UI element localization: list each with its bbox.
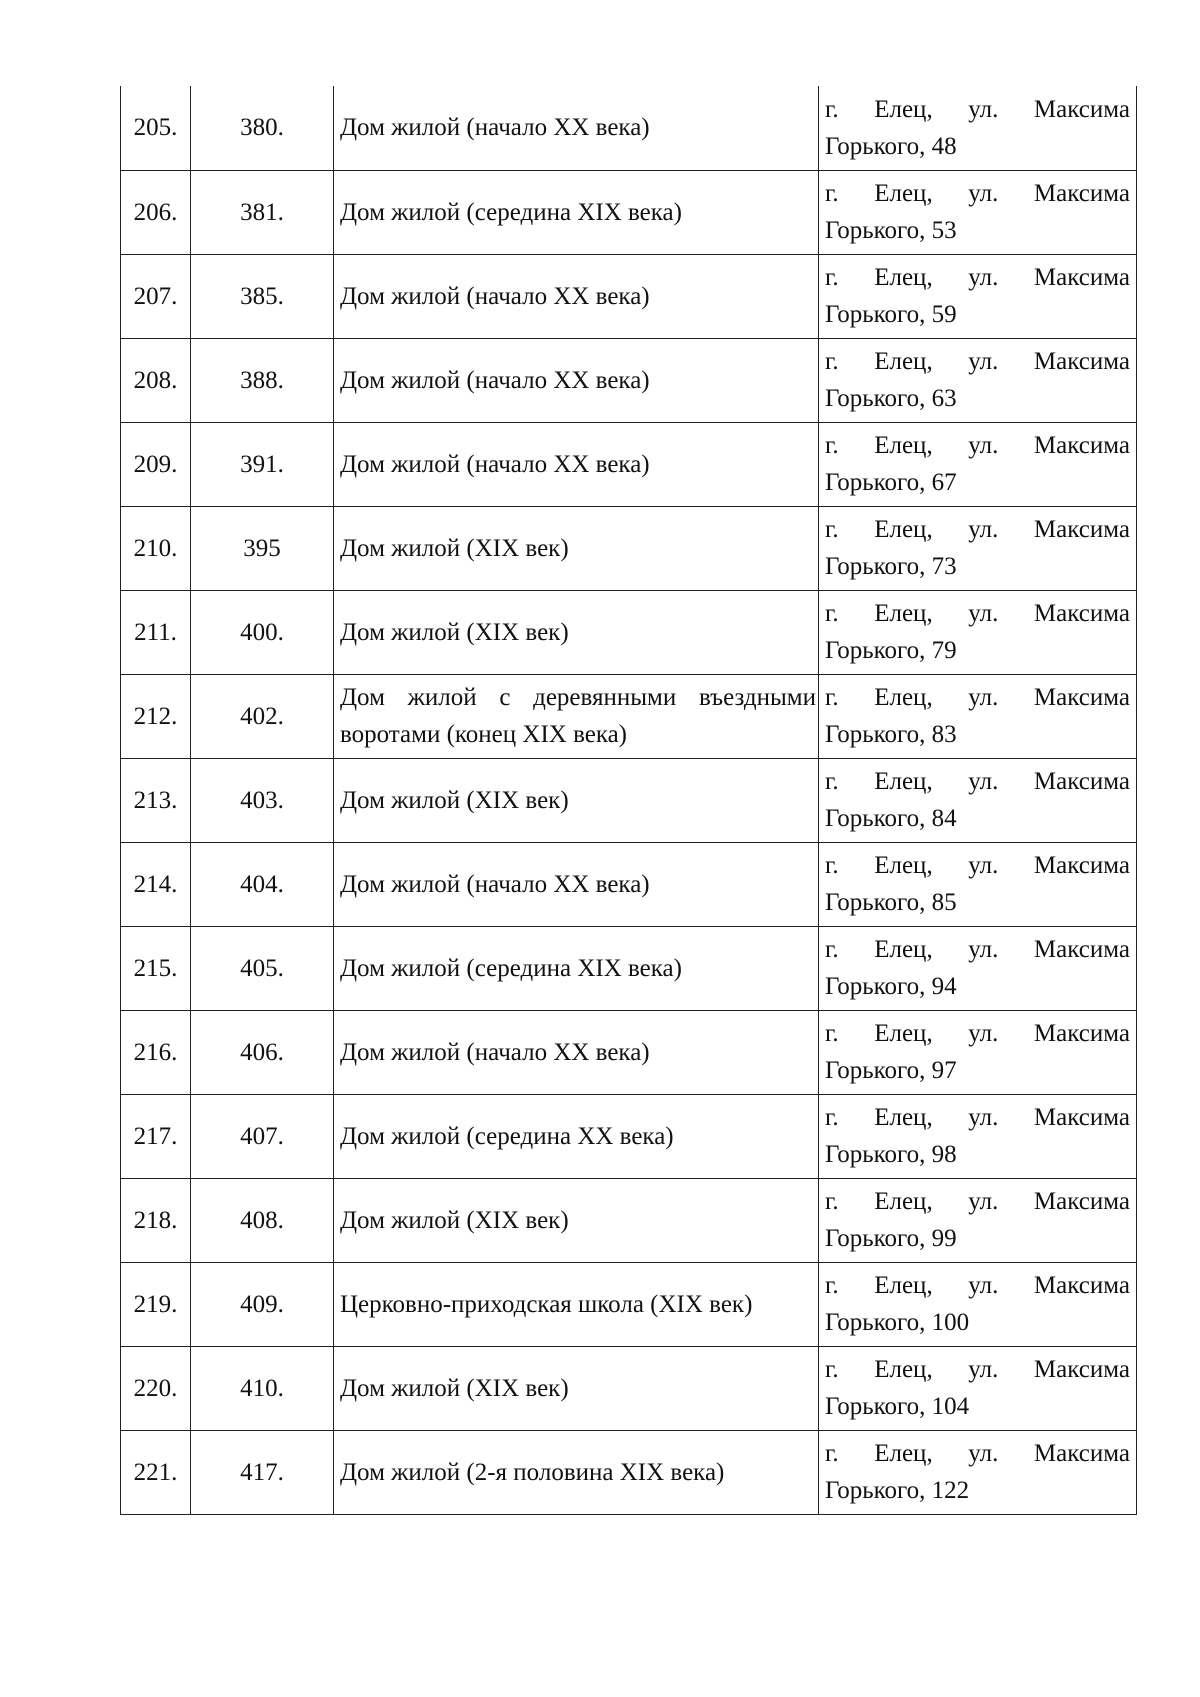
registry-number-cell: [191, 1346, 334, 1430]
address-cell: [819, 1346, 1137, 1430]
object-name-cell: [334, 758, 819, 842]
row-number-cell: [121, 590, 191, 674]
row-number: 212.: [133, 702, 178, 730]
object-name: Дом жилой (XIX век): [340, 618, 569, 646]
address-line-1: [825, 259, 1130, 296]
address-word: Максима: [1033, 1356, 1130, 1383]
registry-number: 395: [243, 534, 281, 562]
row-number: 205.: [133, 114, 178, 142]
row-number-cell: [121, 86, 191, 170]
table-row: [121, 590, 1137, 674]
address-word: Елец,: [874, 1272, 933, 1299]
address-word: Елец,: [874, 1440, 933, 1467]
row-number-cell: [121, 506, 191, 590]
row-number-cell: [121, 1010, 191, 1094]
registry-number: 407.: [240, 1122, 284, 1150]
address-line-2: Горького, 79: [825, 637, 957, 664]
row-number-cell: [121, 1094, 191, 1178]
address-line-2: Горького, 99: [825, 1225, 957, 1252]
address-word: Елец,: [874, 432, 933, 459]
address-line-2: Горького, 97: [825, 1057, 957, 1084]
object-name-cell: [334, 842, 819, 926]
address-cell: [819, 1094, 1137, 1178]
address-word: Елец,: [874, 1104, 933, 1131]
row-number-cell: [121, 1262, 191, 1346]
address-line-2: Горького, 59: [825, 301, 957, 328]
object-name: Дом жилой (начало XX века): [340, 1038, 650, 1066]
address-word: ул.: [968, 1440, 999, 1467]
table-row: [121, 758, 1137, 842]
address-word: ул.: [968, 432, 999, 459]
address-word: Максима: [1033, 1188, 1130, 1215]
row-number-cell: [121, 254, 191, 338]
address-word: Максима: [1033, 768, 1130, 795]
address-word: г.: [825, 1020, 839, 1047]
address-word: Максима: [1033, 852, 1130, 879]
address-line-1: [825, 931, 1130, 968]
address-word: г.: [825, 180, 839, 207]
registry-number: 385.: [240, 282, 284, 310]
row-number-cell: [121, 674, 191, 758]
address-word: Елец,: [874, 852, 933, 879]
address-word: Елец,: [874, 1188, 933, 1215]
row-number: 217.: [133, 1122, 178, 1150]
object-name: Дом жилой (начало XX века): [340, 114, 650, 142]
address-line-1: [825, 427, 1130, 464]
registry-number-cell: [191, 506, 334, 590]
object-name-cell: [334, 170, 819, 254]
table-row: [121, 1010, 1137, 1094]
address-word: ул.: [968, 348, 999, 375]
address-word: Максима: [1033, 264, 1130, 291]
table-row: [121, 170, 1137, 254]
row-number: 206.: [133, 198, 178, 226]
object-name-cell: [334, 1010, 819, 1094]
address-word: г.: [825, 1356, 839, 1383]
address-word: ул.: [968, 684, 999, 711]
table-row: [121, 254, 1137, 338]
registry-number-cell: [191, 1178, 334, 1262]
row-number-cell: [121, 1346, 191, 1430]
address-line-2: Горького, 73: [825, 553, 957, 580]
object-name: Дом жилой (XIX век): [340, 534, 569, 562]
address-line-2: Горького, 84: [825, 805, 957, 832]
registry-number: 381.: [240, 198, 284, 226]
registry-number-cell: [191, 1262, 334, 1346]
address-word: Елец,: [874, 516, 933, 543]
object-name: Дом жилой (XIX век): [340, 1206, 569, 1234]
address-line-1: [825, 175, 1130, 212]
object-name-cell: [334, 1262, 819, 1346]
table-body: [121, 86, 1137, 1514]
row-number: 213.: [133, 786, 178, 814]
address-cell: [819, 338, 1137, 422]
address-word: г.: [825, 936, 839, 963]
address-line-2: Горького, 85: [825, 889, 957, 916]
registry-number-cell: [191, 842, 334, 926]
address-word: ул.: [968, 516, 999, 543]
registry-number-cell: [191, 1094, 334, 1178]
address-line-2: Горького, 48: [825, 132, 957, 160]
address-word: ул.: [968, 936, 999, 963]
address-line-1: [825, 679, 1130, 716]
table-row: [121, 338, 1137, 422]
address-cell: [819, 590, 1137, 674]
registry-number-cell: [191, 170, 334, 254]
table-row: [121, 1094, 1137, 1178]
registry-number-cell: [191, 1010, 334, 1094]
address-word: Елец,: [874, 1020, 933, 1047]
address-word: Максима: [1033, 95, 1130, 123]
row-number: 221.: [133, 1458, 178, 1486]
address-word: г.: [825, 768, 839, 795]
row-number-cell: [121, 422, 191, 506]
address-line-2: Горького, 67: [825, 469, 957, 496]
object-name: Дом жилой с деревянными въездными воротами (конец XIX века): [340, 684, 816, 748]
row-number: 216.: [133, 1038, 178, 1066]
address-cell: [819, 842, 1137, 926]
address-line-2: Горького, 122: [825, 1477, 970, 1504]
object-name: Дом жилой (XIX век): [340, 786, 569, 814]
table-row: [121, 674, 1137, 758]
address-word: г.: [825, 852, 839, 879]
address-line-1: [825, 1435, 1130, 1472]
address-line-2: Горького, 98: [825, 1141, 957, 1168]
address-word: Максима: [1033, 600, 1130, 627]
table-row: [121, 506, 1137, 590]
address-word: ул.: [968, 1272, 999, 1299]
row-number: 219.: [133, 1290, 178, 1318]
registry-number-cell: [191, 926, 334, 1010]
address-line-2: Горького, 83: [825, 721, 957, 748]
address-word: Елец,: [874, 1356, 933, 1383]
row-number-cell: [121, 1178, 191, 1262]
address-word: г.: [825, 1188, 839, 1215]
address-line-1: [825, 847, 1130, 884]
row-number: 218.: [133, 1206, 178, 1234]
registry-number: 380.: [240, 114, 284, 142]
object-name: Дом жилой (середина XIX века): [340, 954, 682, 982]
registry-number-cell: [191, 86, 334, 170]
address-word: Максима: [1033, 432, 1130, 459]
address-word: г.: [825, 1272, 839, 1299]
address-line-1: [825, 763, 1130, 800]
address-cell: [819, 674, 1137, 758]
address-word: Максима: [1033, 1020, 1130, 1047]
object-name-cell: [334, 1094, 819, 1178]
object-name: Церковно-приходская школа (XIX век): [340, 1290, 753, 1318]
object-name-cell: [334, 1178, 819, 1262]
address-word: ул.: [968, 264, 999, 291]
address-word: г.: [825, 95, 839, 123]
registry-number-cell: [191, 674, 334, 758]
address-word: г.: [825, 432, 839, 459]
object-name: Дом жилой (середина XX века): [340, 1122, 674, 1150]
object-name-cell: [334, 254, 819, 338]
address-cell: [819, 422, 1137, 506]
address-word: г.: [825, 348, 839, 375]
row-number-cell: [121, 338, 191, 422]
address-cell: [819, 86, 1137, 170]
row-number: 209.: [133, 450, 178, 478]
address-word: г.: [825, 684, 839, 711]
registry-number: 408.: [240, 1206, 284, 1234]
row-number-cell: [121, 758, 191, 842]
address-word: ул.: [968, 1020, 999, 1047]
address-line-1: [825, 343, 1130, 380]
table-row: [121, 86, 1137, 170]
object-name-cell: [334, 590, 819, 674]
object-name-cell: [334, 1346, 819, 1430]
object-name-cell: [334, 422, 819, 506]
registry-number: 409.: [240, 1290, 284, 1318]
registry-number: 388.: [240, 366, 284, 394]
object-name: Дом жилой (начало XX века): [340, 282, 650, 310]
address-word: Максима: [1033, 1104, 1130, 1131]
address-word: Максима: [1033, 936, 1130, 963]
object-name: Дом жилой (2-я половина XIX века): [340, 1458, 725, 1486]
row-number-cell: [121, 170, 191, 254]
registry-number: 410.: [240, 1374, 284, 1402]
registry-number: 391.: [240, 450, 284, 478]
registry-number-cell: [191, 422, 334, 506]
registry-number: 403.: [240, 786, 284, 814]
address-word: г.: [825, 1440, 839, 1467]
address-word: Елец,: [874, 684, 933, 711]
address-word: ул.: [968, 95, 999, 123]
object-name-cell: [334, 86, 819, 170]
row-number-cell: [121, 842, 191, 926]
address-word: ул.: [968, 1104, 999, 1131]
address-word: Максима: [1033, 684, 1130, 711]
address-word: ул.: [968, 1188, 999, 1215]
address-word: Елец,: [874, 936, 933, 963]
address-line-1: [825, 91, 1130, 128]
object-name-cell: [334, 338, 819, 422]
address-line-1: [825, 1183, 1130, 1220]
object-name-cell: [334, 674, 819, 758]
object-name: Дом жилой (начало XX века): [340, 450, 650, 478]
address-line-1: [825, 1267, 1130, 1304]
registry-number-cell: [191, 254, 334, 338]
address-word: Елец,: [874, 600, 933, 627]
object-name: Дом жилой (середина XIX века): [340, 198, 682, 226]
address-word: Максима: [1033, 180, 1130, 207]
address-word: ул.: [968, 180, 999, 207]
address-line-2: Горького, 104: [825, 1393, 970, 1420]
address-word: г.: [825, 264, 839, 291]
address-word: ул.: [968, 1356, 999, 1383]
address-word: Максима: [1033, 348, 1130, 375]
table-row: [121, 842, 1137, 926]
object-name: Дом жилой (начало XX века): [340, 870, 650, 898]
address-line-2: Горького, 94: [825, 973, 957, 1000]
address-word: г.: [825, 600, 839, 627]
address-word: ул.: [968, 768, 999, 795]
registry-number-cell: [191, 338, 334, 422]
address-word: Елец,: [874, 348, 933, 375]
address-cell: [819, 254, 1137, 338]
address-cell: [819, 170, 1137, 254]
object-name: Дом жилой (начало XX века): [340, 366, 650, 394]
address-cell: [819, 1178, 1137, 1262]
registry-number-cell: [191, 758, 334, 842]
address-line-2: Горького, 63: [825, 385, 957, 412]
address-cell: [819, 506, 1137, 590]
registry-number-cell: [191, 590, 334, 674]
row-number: 211.: [134, 618, 177, 646]
object-name-cell: [334, 1430, 819, 1514]
address-word: г.: [825, 1104, 839, 1131]
address-line-1: [825, 595, 1130, 632]
address-word: Елец,: [874, 768, 933, 795]
registry-number: 406.: [240, 1038, 284, 1066]
object-name-cell: [334, 506, 819, 590]
registry-number-cell: [191, 1430, 334, 1514]
address-word: Максима: [1033, 516, 1130, 543]
row-number: 214.: [133, 870, 178, 898]
table-row: [121, 1178, 1137, 1262]
address-line-1: [825, 1015, 1130, 1052]
registry-number: 417.: [240, 1458, 284, 1486]
address-cell: [819, 926, 1137, 1010]
table-row: [121, 422, 1137, 506]
object-name-cell: [334, 926, 819, 1010]
address-cell: [819, 1430, 1137, 1514]
registry-number: 404.: [240, 870, 284, 898]
registry-number: 405.: [240, 954, 284, 982]
address-word: Максима: [1033, 1272, 1130, 1299]
address-cell: [819, 1010, 1137, 1094]
address-word: г.: [825, 516, 839, 543]
row-number: 207.: [133, 282, 178, 310]
registry-number: 402.: [240, 702, 284, 730]
table-row: [121, 1346, 1137, 1430]
row-number: 208.: [133, 366, 178, 394]
row-number-cell: [121, 926, 191, 1010]
address-line-2: Горького, 100: [825, 1309, 970, 1336]
address-word: ул.: [968, 600, 999, 627]
address-cell: [819, 758, 1137, 842]
table-row: [121, 1430, 1137, 1514]
address-word: Елец,: [874, 180, 933, 207]
address-cell: [819, 1262, 1137, 1346]
address-line-1: [825, 1351, 1130, 1388]
address-word: ул.: [968, 852, 999, 879]
row-number-cell: [121, 1430, 191, 1514]
row-number: 210.: [133, 534, 178, 562]
row-number: 215.: [133, 954, 178, 982]
address-word: Елец,: [874, 95, 933, 123]
heritage-objects-table: [120, 86, 1137, 1515]
address-line-1: [825, 511, 1130, 548]
address-word: Елец,: [874, 264, 933, 291]
row-number: 220.: [133, 1374, 178, 1402]
address-line-2: Горького, 53: [825, 217, 957, 244]
object-name: Дом жилой (XIX век): [340, 1374, 569, 1402]
address-line-1: [825, 1099, 1130, 1136]
registry-number: 400.: [240, 618, 284, 646]
table-row: [121, 926, 1137, 1010]
address-word: Максима: [1033, 1440, 1130, 1467]
table-row: [121, 1262, 1137, 1346]
